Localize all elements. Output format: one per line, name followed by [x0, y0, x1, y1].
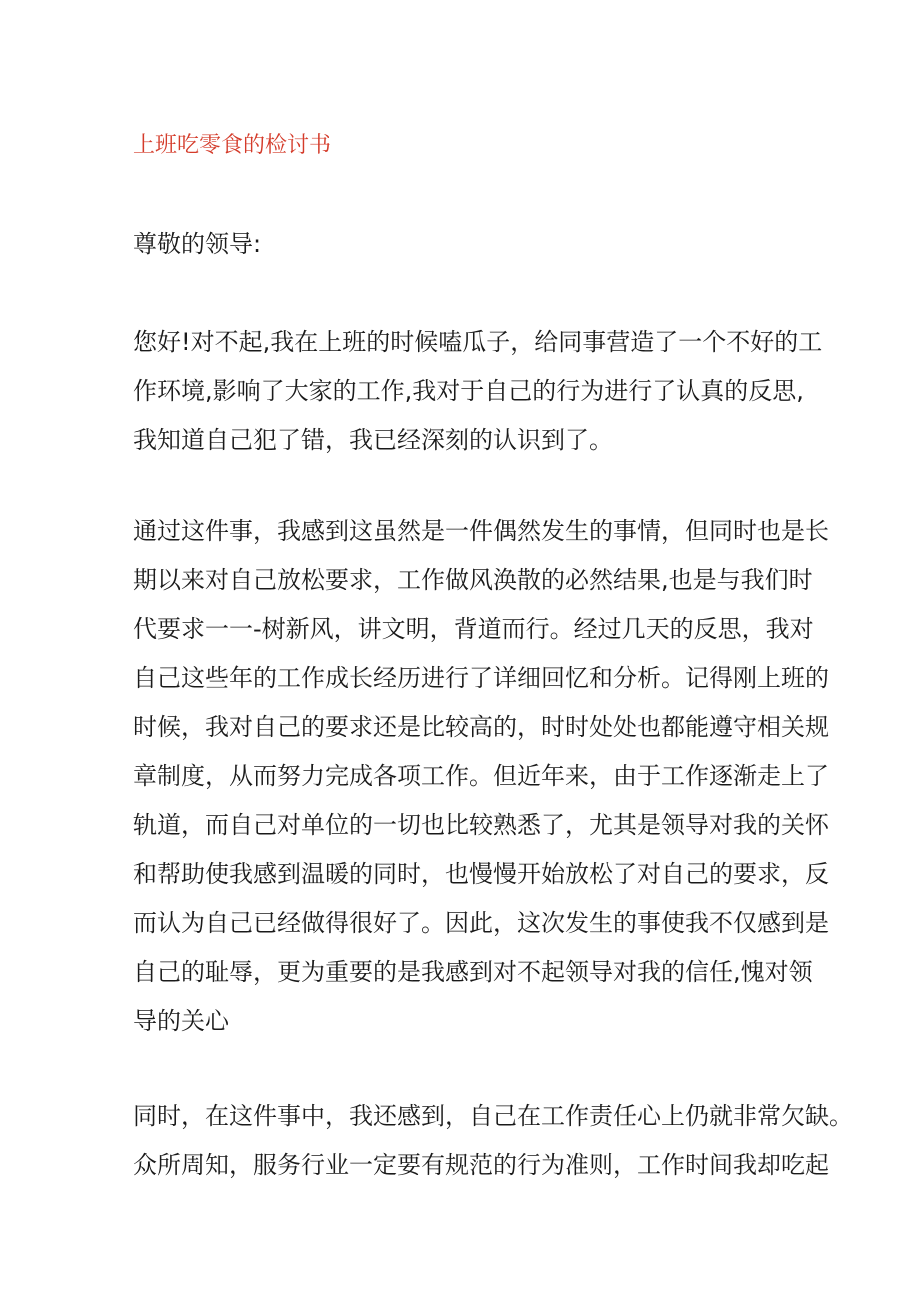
paragraph-line: 代要求一一-树新风，讲文明，背道而行。经过几天的反思，我对 [133, 615, 814, 643]
paragraph-line: 作环境,影响了大家的工作,我对于自己的行为进行了认真的反思, [133, 377, 804, 405]
paragraph-line: 我知道自己犯了错，我已经深刻的认识到了。 [133, 426, 613, 454]
paragraph-line: 自己的耻辱，更为重要的是我感到对不起领导对我的信任,愧对领 [133, 958, 813, 986]
paragraph-line: 自己这些年的工作成长经历进行了详细回忆和分析。记得刚上班的 [133, 664, 829, 692]
paragraph-line: 时候，我对自己的要求还是比较高的，时时处处也都能遵守相关规 [133, 713, 829, 741]
document-title: 上班吃零食的检讨书 [133, 133, 332, 158]
paragraph-apology [133, 318, 823, 465]
paragraph-line: 导的关心 [133, 1007, 229, 1035]
paragraph-responsibility [133, 1092, 853, 1190]
salutation: 尊敬的领导: [133, 230, 262, 258]
paragraph-line: 众所周知，服务行业一定要有规范的行为准则，工作时间我却吃起 [133, 1151, 829, 1179]
paragraph-line: 而认为自己已经做得很好了。因此，这次发生的事使我不仅感到是 [133, 909, 829, 937]
paragraph-line: 通过这件事，我感到这虽然是一件偶然发生的事情，但同时也是长 [133, 517, 829, 545]
paragraph-line: 期以来对自己放松要求，工作做风涣散的必然结果,也是与我们时 [133, 566, 813, 594]
paragraph-line: 您好!对不起,我在上班的时候嗑瓜子，给同事营造了一个不好的工 [133, 328, 823, 356]
paragraph-line: 同时，在这件事中，我还感到，自己在工作责任心上仍就非常欠缺。 [133, 1102, 853, 1130]
paragraph-line: 章制度，从而努力完成各项工作。但近年来，由于工作逐渐走上了 [133, 762, 829, 790]
paragraph-reflection [133, 507, 829, 1046]
paragraph-line: 和帮助使我感到温暖的同时，也慢慢开始放松了对自己的要求，反 [133, 860, 829, 888]
paragraph-line: 轨道，而自己对单位的一切也比较熟悉了，尤其是领导对我的关怀 [133, 811, 829, 839]
